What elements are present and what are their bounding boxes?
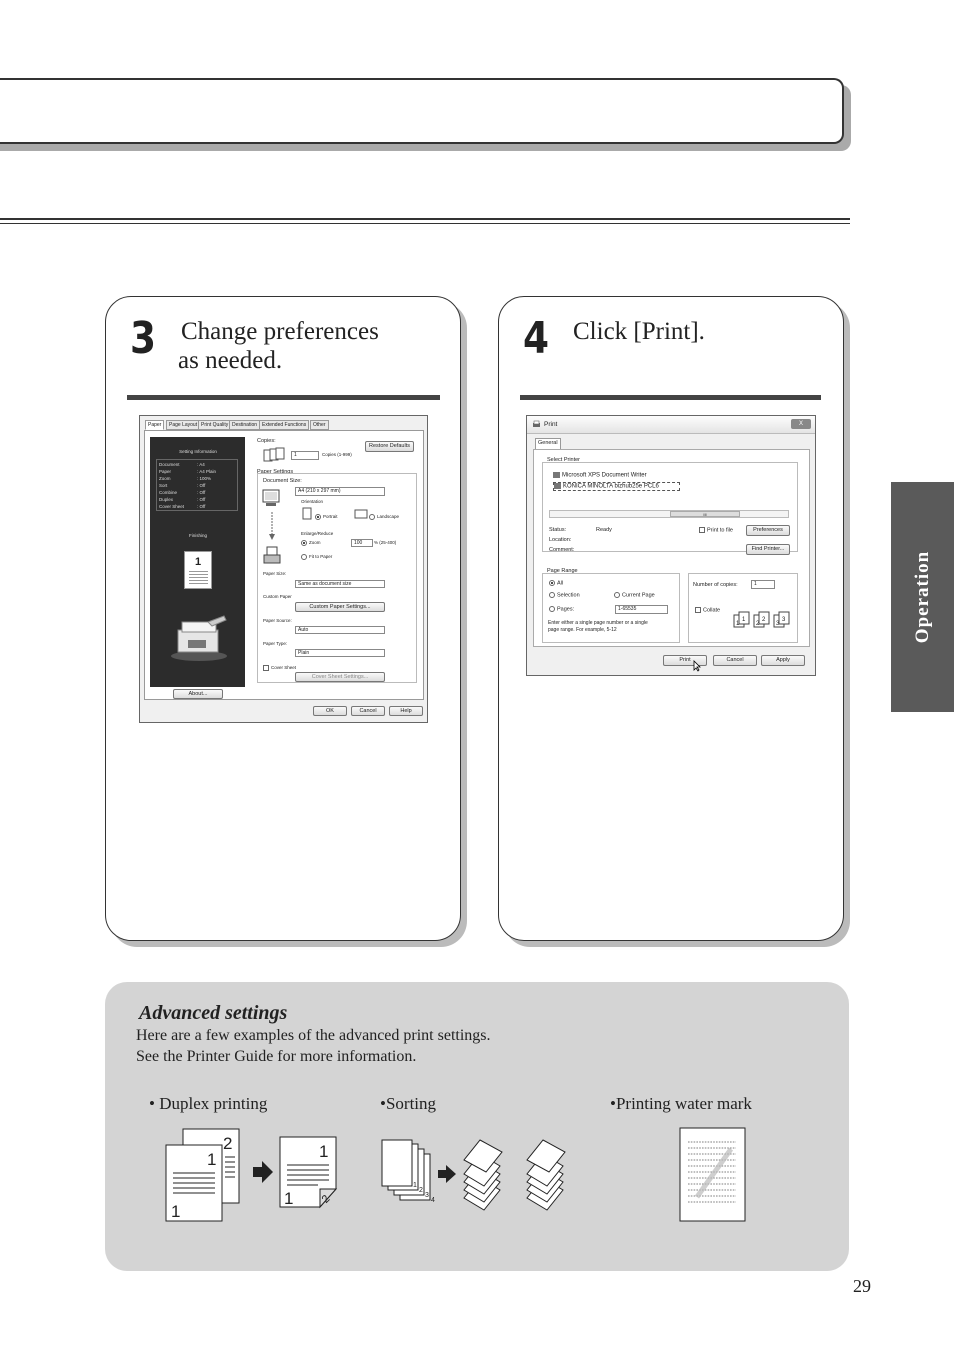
tab-print-quality[interactable]: Print Quality [198,420,231,430]
paper-settings-label: Paper Settings [257,469,294,475]
water-mark-label: •Printing water mark [610,1094,752,1113]
duplex-printing-label: • Duplex printing [149,1094,268,1113]
paper-type-label: Paper Type: [263,641,288,646]
section-title-bar [0,78,844,144]
step-3-text-line1: Change preferences [181,318,379,345]
step-4-number: 4 [523,313,550,364]
orientation-label: Orientation [301,499,324,504]
tab-page-layout[interactable]: Page Layout [166,420,200,430]
selection-option[interactable]: Selection [549,592,580,598]
setting-row: Sort [159,483,168,488]
svg-text:1: 1 [742,617,746,623]
portrait-icon [302,507,312,520]
svg-text:1: 1 [736,621,740,627]
step-3-rule [127,395,440,400]
svg-text:2: 2 [762,617,766,623]
page-number: 29 [853,1276,871,1296]
printer-item-xps[interactable]: Microsoft XPS Document Writer [553,472,647,479]
settings-list [156,459,238,511]
print-dialog [526,415,816,676]
copies-label: Copies: [257,438,276,444]
sorting-label: •Sorting [380,1094,437,1113]
custom-paper-label: Custom Paper [263,594,292,599]
setting-value: : Off [197,490,206,495]
step-4-text: Click [Print]. [573,318,705,345]
ok-button[interactable]: OK [313,706,347,716]
collate-pages-icon [732,609,794,629]
step-3-number: 3 [130,313,157,364]
find-printer-button[interactable]: Find Printer... [746,544,790,555]
setting-row: Zoom [159,476,171,481]
tab-extended-functions[interactable]: Extended Functions [259,420,309,430]
paper-printer-icon [263,546,281,566]
svg-text:3: 3 [782,617,786,623]
print-button[interactable]: Print [663,655,707,666]
setting-value: : Off [197,504,206,509]
mouse-cursor-icon [693,660,702,672]
zoom-option[interactable]: Zoom [301,540,321,546]
pages-input[interactable]: 1-65535 [615,605,668,614]
duplex-illustration [163,1127,353,1225]
setting-value: : Off [197,497,206,502]
svg-text:1: 1 [207,1150,217,1169]
custom-paper-settings-button[interactable]: Custom Paper Settings... [295,602,385,612]
setting-info-title: Setting Information [179,449,217,454]
setting-row: Duplex [159,497,174,502]
setting-value: : 100% [197,476,212,481]
document-computer-icon [262,489,280,507]
header-rule-thin [0,223,850,224]
svg-text:3: 3 [425,1192,429,1199]
print-title-bar [527,416,816,434]
page-range-hint-2: page range. For example, 5-12 [548,627,617,633]
advanced-settings-title: Advanced settings [139,1002,288,1024]
printer-icon [553,472,560,478]
comment-label: Comment: [549,547,575,553]
setting-value: : Off [197,483,206,488]
advanced-settings-panel [105,982,849,1271]
page-range-hint-1: Enter either a single page number or a single [548,620,648,626]
status-label: Status: [549,527,567,533]
printer-title-icon [532,420,541,429]
printer-list-scrollbar[interactable] [549,510,789,518]
printer-preferences-dialog [139,415,428,723]
printer-device-icon [168,612,230,662]
scrollbar-thumb[interactable]: III [670,511,740,517]
step-3-text-line2: as needed. [178,347,283,374]
tab-paper[interactable]: Paper [145,420,164,430]
landscape-option[interactable]: Landscape [369,514,399,520]
finishing-label: Finishing [188,533,207,538]
document-size-select[interactable]: A4 (210 x 297 mm) [295,487,385,496]
page-range-label: Page Range [547,568,578,574]
select-printer-label: Select Printer [547,457,581,463]
location-label: Location: [549,537,572,543]
svg-text:1: 1 [284,1189,294,1208]
cancel-button[interactable]: Cancel [351,706,385,716]
setting-row: Paper [159,469,172,474]
cover-sheet-checkbox[interactable]: Cover Sheet [263,665,296,671]
advanced-line-1: Here are a few examples of the advanced print settings. [136,1027,491,1044]
print-dialog-title: Print [544,421,558,428]
landscape-icon [354,509,368,519]
advanced-line-2: See the Printer Guide for more information. [136,1048,417,1065]
document-size-label: Document Size: [263,478,302,484]
zoom-input[interactable]: 100 [351,539,373,547]
svg-text:1: 1 [171,1202,181,1221]
step-4-card [498,296,844,941]
close-icon[interactable]: X [791,419,811,429]
step-4-rule [520,395,821,400]
svg-text:3: 3 [776,621,780,627]
collate-checkbox[interactable]: Collate [695,607,720,613]
about-button[interactable]: About... [173,689,223,699]
copies-range-label: Copies (1-999) [322,452,352,457]
cancel-button[interactable]: Cancel [713,655,757,666]
paper-type-select[interactable]: Plain [295,649,385,657]
svg-text:2: 2 [419,1187,423,1194]
zoom-range-label: % (25-400) [374,540,397,545]
setting-row: Cover Sheet [159,504,185,509]
svg-text:4: 4 [431,1197,435,1204]
restore-defaults-button[interactable]: Restore Defaults [365,441,414,452]
number-of-copies-label: Number of copies: [693,582,738,588]
step-3-card [105,296,461,941]
tab-general[interactable]: General [535,438,561,450]
printer-item-konica[interactable]: KONICA MINOLTA bizhub25e PCL6 [553,482,680,491]
step-3-text [178,317,379,375]
page-lines [189,571,208,585]
svg-text:2: 2 [223,1134,233,1153]
side-tab-label: Operation [911,550,933,644]
header-rule [0,218,850,220]
finishing-page-number: 1 [195,556,202,568]
pages-option[interactable]: Pages: [549,606,574,612]
svg-text:1: 1 [319,1142,329,1161]
cover-sheet-settings-button[interactable]: Cover Sheet Settings... [295,672,385,682]
enlarge-reduce-label: Enlarge/Reduce [301,531,334,536]
setting-row: Combine [159,490,178,495]
sorting-illustration [380,1132,585,1222]
print-to-file-checkbox[interactable]: Print to file [699,527,733,533]
paper-size-label: Paper Size: [263,571,287,576]
setting-information-panel [150,437,245,687]
setting-value: : A4 Plain [197,469,217,474]
paper-size-select[interactable]: Same as document size [295,580,385,588]
fit-to-paper-option[interactable]: Fit to Paper [301,554,332,560]
tab-other[interactable]: Other [310,420,329,430]
all-option[interactable]: All [549,580,563,586]
copies-input[interactable]: 1 [291,451,319,460]
tab-destination[interactable]: Destination [229,420,260,430]
status-value: Ready [596,527,612,533]
svg-text:2: 2 [756,621,760,627]
paper-source-label: Paper Source: [263,618,292,623]
operation-side-tab [891,482,954,712]
current-page-option[interactable]: Current Page [614,592,655,598]
paper-source-select[interactable]: Auto [295,626,385,634]
setting-row: Document [159,462,180,467]
watermark-illustration [679,1127,747,1223]
printer-icon [554,483,561,489]
svg-text:2: 2 [319,1192,333,1206]
finishing-page-preview [184,551,212,589]
help-button[interactable]: Help [389,706,423,716]
portrait-option[interactable]: Portrait [315,514,338,520]
setting-value: : A4 [197,462,205,467]
apply-button[interactable]: Apply [761,655,805,666]
copies-pages-icon [262,447,288,463]
number-of-copies-input[interactable]: 1 [751,580,775,589]
down-arrow-icon [268,512,276,542]
svg-text:1: 1 [413,1182,417,1189]
preferences-button[interactable]: Preferences [746,525,790,536]
